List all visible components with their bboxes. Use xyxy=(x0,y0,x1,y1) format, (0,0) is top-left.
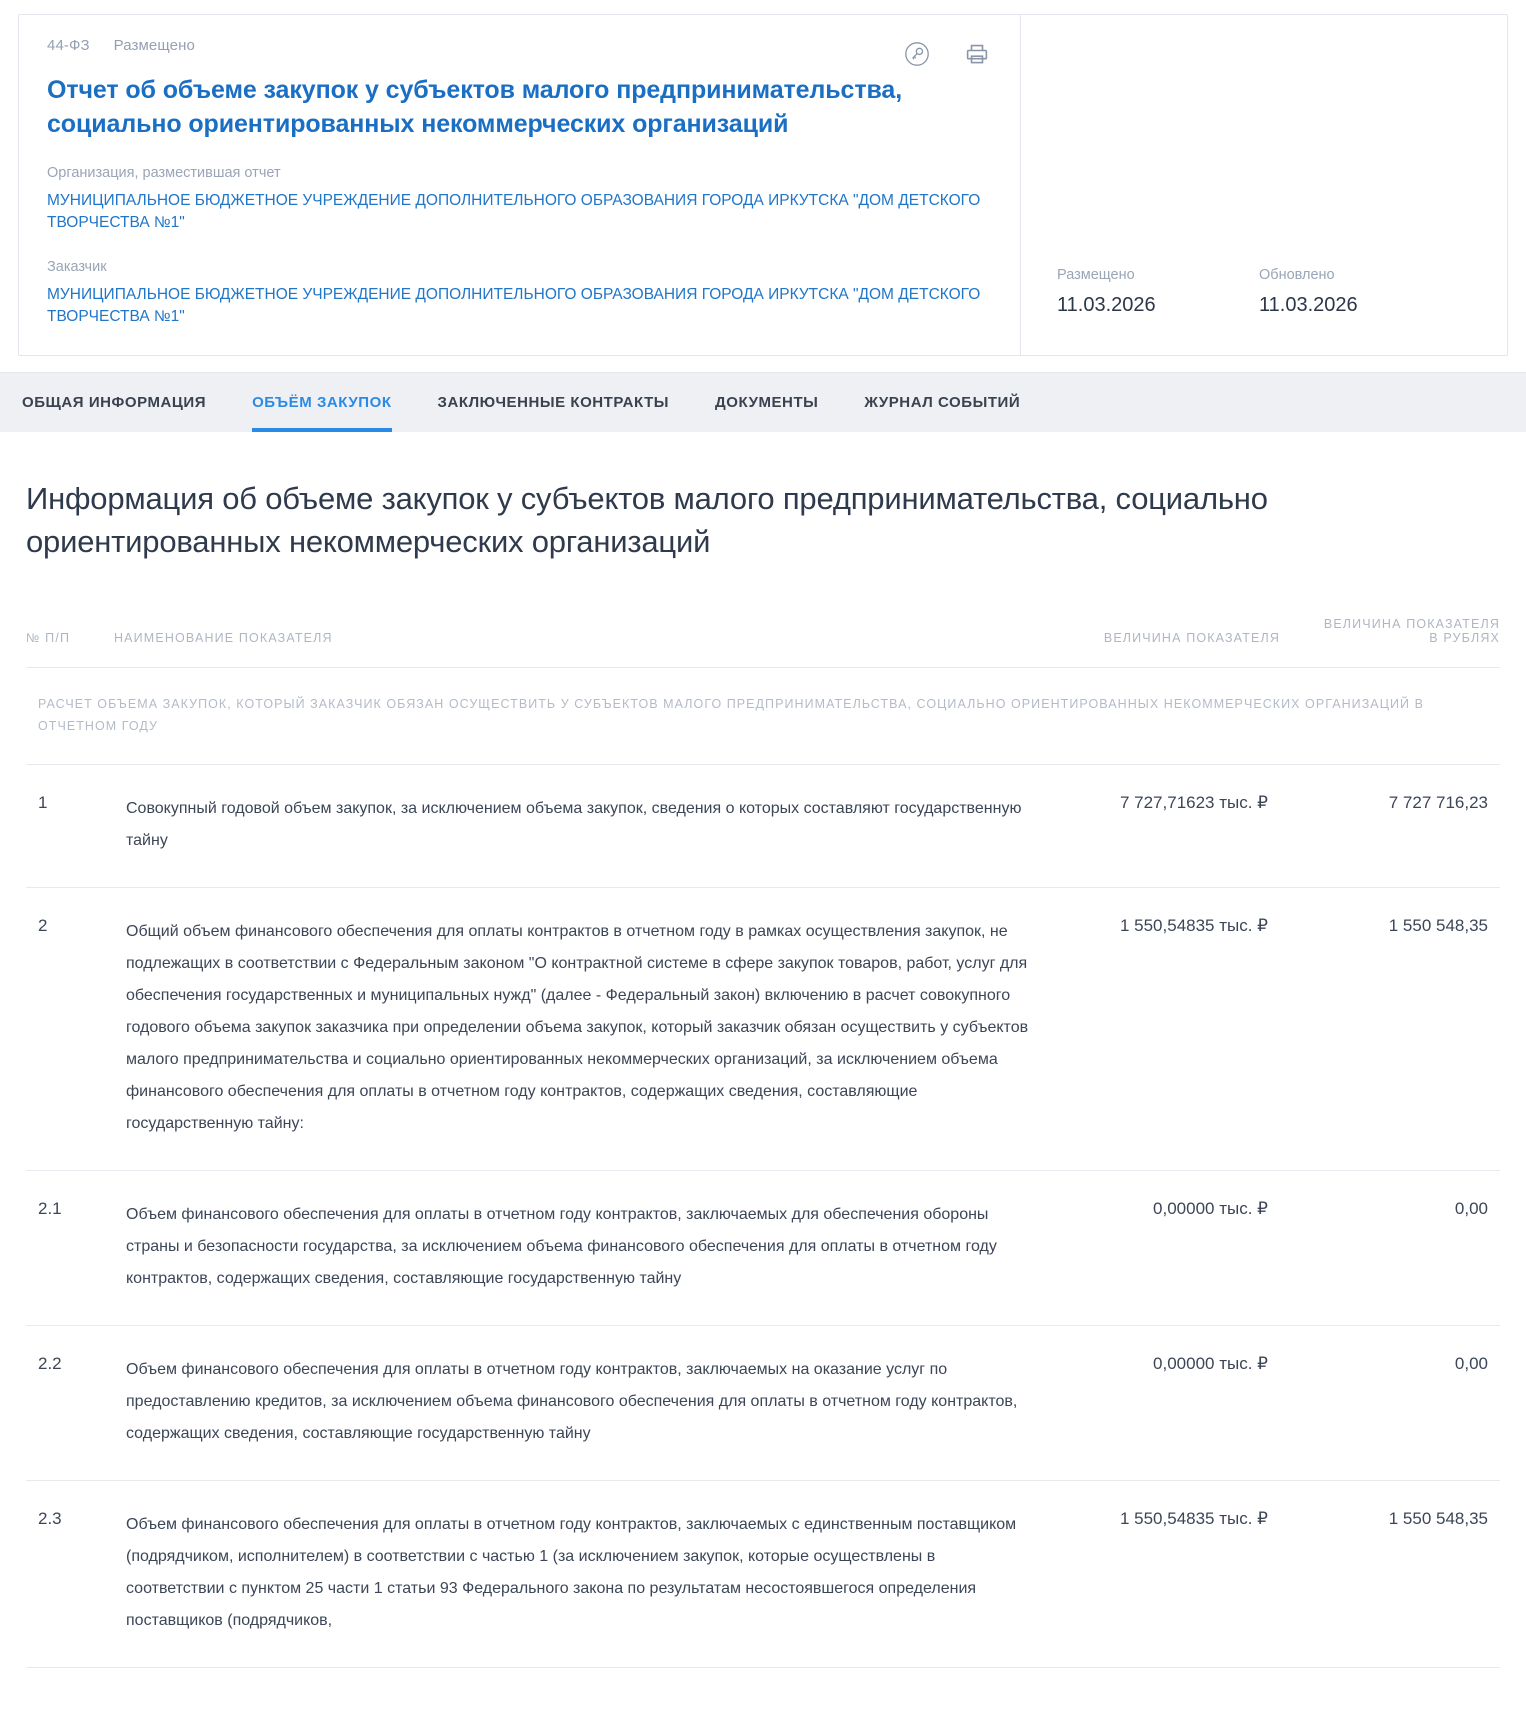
row-number: 2.3 xyxy=(26,1481,114,1668)
column-header-indicator-name: НАИМЕНОВАНИЕ ПОКАЗАТЕЛЯ xyxy=(114,617,1045,668)
row-value-rub: 7 727 716,23 xyxy=(1280,765,1500,888)
customer-label: Заказчик xyxy=(47,258,107,275)
purchase-volume-table xyxy=(26,617,1500,1668)
organization-label: Организация, разместившая отчет xyxy=(47,165,281,181)
table-row xyxy=(26,1326,1500,1481)
tab-concluded-contracts[interactable] xyxy=(438,373,670,432)
tab-event-log[interactable] xyxy=(864,373,1020,432)
table-row xyxy=(26,1171,1500,1326)
tab-label: ЖУРНАЛ СОБЫТИЙ xyxy=(864,393,1021,411)
row-name: Объем финансового обеспечения для оплаты в отчетном году контрактов, заключаемых на оказание услуг по предоставлению кредитов, за исключением объема финансового обеспечения для оплаты в отчетном году контрактов, содержащих сведения, составляющие государственную тайну xyxy=(114,1326,1045,1481)
row-name: Объем финансового обеспечения для оплаты в отчетном году контрактов, заключаемых для обеспечения обороны страны и безопасности государства, за исключением объема финансового обеспечения для оплаты в отчетном году контрактов, содержащих сведения, составляющие государственную тайну xyxy=(114,1171,1045,1326)
tab-label: ЗАКЛЮЧЕННЫЕ КОНТРАКТЫ xyxy=(437,393,670,411)
column-header-rub-line2: В РУБЛЯХ xyxy=(1429,631,1500,646)
row-number: 1 xyxy=(26,765,114,888)
card-meta-section xyxy=(1020,15,1507,355)
row-value: 0,00000 тыс. ₽ xyxy=(1045,1171,1280,1326)
row-value-rub: 1 550 548,35 xyxy=(1280,888,1500,1171)
tab-label: ДОКУМЕНТЫ xyxy=(715,393,819,411)
table-head xyxy=(26,617,1500,668)
organization-field xyxy=(47,165,992,235)
row-value: 1 550,54835 тыс. ₽ xyxy=(1045,888,1280,1171)
law-badge: 44-ФЗ xyxy=(47,37,90,54)
report-header-card xyxy=(18,14,1508,356)
row-number: 2 xyxy=(26,888,114,1171)
card-title-text: Отчет об объеме закупок у субъектов малого предпринимательства, социально ориентированных некоммерческих организаций xyxy=(47,76,903,138)
organization-value[interactable]: МУНИЦИПАЛЬНОЕ БЮДЖЕТНОЕ УЧРЕЖДЕНИЕ ДОПОЛНИТЕЛЬНОГО ОБРАЗОВАНИЯ ГОРОДА ИРКУТСКА "ДОМ ДЕТСКОГО ТВОРЧЕСТВА №1" xyxy=(47,192,981,232)
tab-documents[interactable] xyxy=(715,373,818,432)
customer-value[interactable]: МУНИЦИПАЛЬНОЕ БЮДЖЕТНОЕ УЧРЕЖДЕНИЕ ДОПОЛНИТЕЛЬНОГО ОБРАЗОВАНИЯ ГОРОДА ИРКУТСКА "ДОМ ДЕТСКОГО ТВОРЧЕСТВА №1" xyxy=(47,285,981,326)
table-row xyxy=(26,888,1500,1171)
tab-label: ОБЪЁМ ЗАКУПОК xyxy=(252,393,392,411)
row-name: Общий объем финансового обеспечения для оплаты контрактов в отчетном году в рамках осуществления закупок, не подлежащих в соответствии с Федеральным законом "О контрактной системе в сфере закупок товаров, работ, услуг для обеспечения государственных и муниципальных нужд" (далее - Федеральный закон) включению в расчет совокупного годового объема закупок заказчика при определении объема закупок, который заказчик обязан осуществить у субъектов малого предпринимательства и социально ориентированных некоммерческих организаций, за исключением объема финансового обеспечения для оплаты в отчетном году контрактов, содержащих сведения, составляющие государственную тайну: xyxy=(114,888,1045,1171)
table-row xyxy=(26,765,1500,888)
column-header-rub-line1: ВЕЛИЧИНА ПОКАЗАТЕЛЯ xyxy=(1323,617,1500,632)
row-value: 0,00000 тыс. ₽ xyxy=(1045,1326,1280,1481)
table-header-row xyxy=(26,617,1500,668)
column-header-number: № П/П xyxy=(26,617,114,668)
column-header-indicator-value-rub xyxy=(1280,617,1500,668)
status-badge: Размещено xyxy=(113,37,195,54)
section-heading: Информация об объеме закупок у субъектов малого предпринимательства, социально ориентированных некоммерческих организаций xyxy=(26,480,1268,559)
row-name: Совокупный годовой объем закупок, за исключением объема закупок, сведения о которых составляют государственную тайну xyxy=(114,765,1045,888)
key-circle-icon[interactable] xyxy=(902,39,932,69)
row-value: 1 550,54835 тыс. ₽ xyxy=(1045,1481,1280,1668)
customer-field xyxy=(47,259,992,329)
row-value-rub: 0,00 xyxy=(1280,1171,1500,1326)
badge-row xyxy=(47,37,992,54)
row-value-rub: 1 550 548,35 xyxy=(1280,1481,1500,1668)
updated-date-block xyxy=(1259,267,1409,317)
page-title-link[interactable] xyxy=(47,74,992,141)
placed-date-label: Размещено xyxy=(1057,266,1135,283)
tab-label: ОБЩАЯ ИНФОРМАЦИЯ xyxy=(22,393,207,411)
main-content xyxy=(0,432,1526,1668)
table-row xyxy=(26,1481,1500,1668)
table-body xyxy=(26,668,1500,1668)
placed-date-block xyxy=(1057,267,1207,317)
date-row xyxy=(1057,267,1481,317)
printer-icon[interactable] xyxy=(962,39,992,69)
section-title: РАСЧЕТ ОБЪЕМА ЗАКУПОК, КОТОРЫЙ ЗАКАЗЧИК ОБЯЗАН ОСУЩЕСТВИТЬ У СУБЪЕКТОВ МАЛОГО ПРЕДПРИНИМАТЕЛЬСТВА, СОЦИАЛЬНО ОРИЕНТИРОВАННЫХ НЕКОММЕРЧЕСКИХ ОРГАНИЗАЦИЙ В ОТЧЕТНОМ ГОДУ xyxy=(38,697,1424,734)
card-main-section xyxy=(19,15,1020,355)
placed-date-value: 11.03.2026 xyxy=(1057,293,1156,316)
row-value-rub: 0,00 xyxy=(1280,1326,1500,1481)
header-card-wrapper xyxy=(0,0,1526,356)
updated-date-value: 11.03.2026 xyxy=(1259,293,1358,316)
card-action-icons xyxy=(902,39,992,69)
row-value: 7 727,71623 тыс. ₽ xyxy=(1045,765,1280,888)
tab-volume-of-purchases[interactable] xyxy=(252,373,391,432)
row-number: 2.1 xyxy=(26,1171,114,1326)
section-cell xyxy=(26,668,1500,765)
table-section-row xyxy=(26,668,1500,765)
tab-bar xyxy=(0,372,1526,432)
row-name: Объем финансового обеспечения для оплаты в отчетном году контрактов, заключаемых с единственным поставщиком (подрядчиком, исполнителем) в соответствии с частью 1 (за исключением закупок, которые осуществлены в соответствии с пунктом 25 части 1 статьи 93 Федерального закона по результатам несостоявшегося определения поставщиков (подрядчиков, xyxy=(114,1481,1045,1668)
row-number: 2.2 xyxy=(26,1326,114,1481)
column-header-indicator-value: ВЕЛИЧИНА ПОКАЗАТЕЛЯ xyxy=(1045,617,1280,668)
updated-date-label: Обновлено xyxy=(1259,266,1335,283)
tab-general-info[interactable] xyxy=(22,373,206,432)
